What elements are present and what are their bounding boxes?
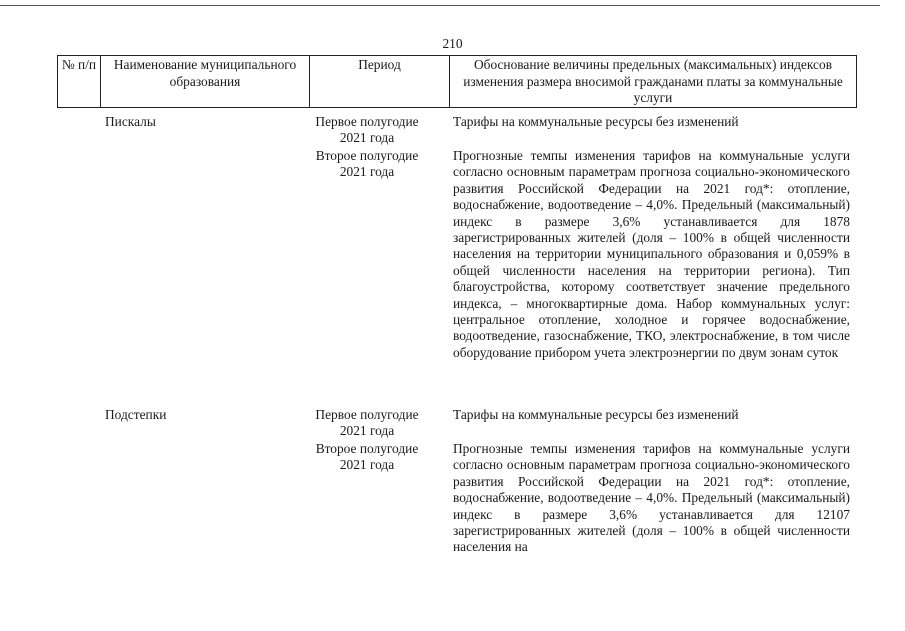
municipality-name: Подстепки bbox=[105, 407, 167, 422]
period-label: Первое полугодие 2021 года bbox=[315, 114, 419, 146]
justification-text: Прогнозные темпы изменения тарифов на коммунальные услуги согласно основным параметрам прогноза социально-экономического развития Российской Федерации на 2021 год*: отопление, водоснабжение, водоотведение – 4,0%. Предельный (максимальный) индекс в размере 3,6% устанавливается для 12107 зарегистрированных жителей (доля – 100% в общей численности населения на bbox=[453, 441, 850, 555]
period-label: Второе полугодие 2021 года bbox=[315, 148, 419, 180]
justification-text: Тарифы на коммунальные ресурсы без изменений bbox=[453, 407, 739, 422]
header-number: № п/п bbox=[61, 57, 97, 72]
municipality-name: Пискалы bbox=[105, 114, 156, 129]
top-rule bbox=[0, 5, 880, 6]
page-number: 210 bbox=[442, 36, 463, 51]
justification-text: Тарифы на коммунальные ресурсы без изменений bbox=[453, 114, 739, 129]
period-label: Первое полугодие 2021 года bbox=[315, 407, 419, 439]
header-municipality: Наименование муниципального образования bbox=[100, 56, 309, 107]
period-label: Второе полугодие 2021 года bbox=[315, 441, 419, 473]
header-period: Период bbox=[309, 56, 449, 107]
justification-text: Прогнозные темпы изменения тарифов на коммунальные услуги согласно основным параметрам прогноза социально-экономического развития Российской Федерации на 2021 год*: отопление, водоснабжение, водоотведение – 4,0%. Предельный (максимальный) индекс в размере 3,6% устанавливается для 1878 зарегистрированных жителей (доля – 100% в общей численности населения на территории муниципального образования и 0,059% в общей численности населения на территории региона). Тип благоустройства, которому соответствует значение предельного индекса, – многоквартирные дома. Набор коммунальных услуг: центральное отопление, холодное и горячее водоснабжение, водоотведение, газоснабжение, ТКО, электроснабжение, в том числе оборудование прибором учета электроэнергии по двум зонам суток bbox=[453, 148, 850, 360]
table-header bbox=[57, 55, 857, 108]
header-justification: Обоснование величины предельных (максимальных) индексов изменения размера вносимой гражданами платы за коммунальные услуги bbox=[449, 56, 856, 107]
